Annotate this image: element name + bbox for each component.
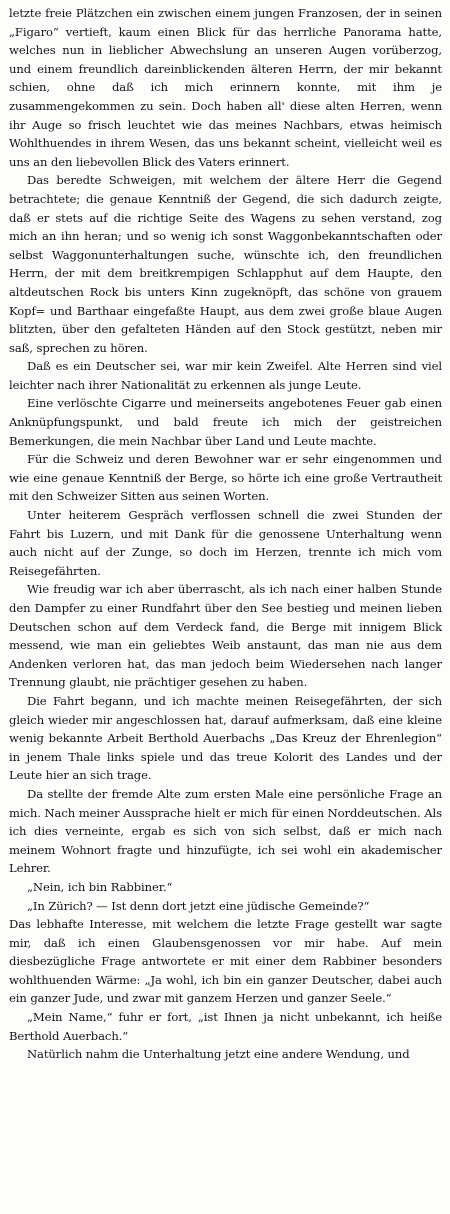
paragraph-frage: Da stellte der fremde Alte zum ersten Male eine persönliche Frage an mich. Nach meiner Aussprache hielt er mich für einen Norddeutschen. Als ich dies verneinte, ergab es sich von sich selbst, daß er mich nach meinem Wohnort fragte und hinzufügte, ich sei wohl ein akademischer Lehrer. [9,786,442,876]
paragraph-schweiz: Für die Schweiz und deren Bewohner war er sehr eingenommen und wie eine genaue Kenntniß der Berge, so hörte ich eine große Vertrautheit mit den Schweizer Sitten aus seinen Worten. [9,452,442,504]
paragraph-zuerich: „In Zürich? — Ist denn dort jetzt eine jüdische Gemeinde?“ [27,898,370,913]
paragraph-fahrt: Die Fahrt begann, und ich machte meinen Reisegefährten, der sich gleich wieder mir angeschlossen hat, darauf aufmerksam, daß eine kleine wenig bekannte Arbeit Berthold Auerbachs „Das Kreuz der Ehrenlegion“ in jenem Thale links spiele und das treue Kolorit des Landes und der Leute hier an sich trage. [9,693,442,783]
paragraph-name: „Mein Name,“ fuhr er fort, „ist Ihnen ja nicht unbekannt, ich heiße Berthold Auerbach.“ [9,1010,442,1043]
paragraph-rabbiner: „Nein, ich bin Rabbiner.“ [27,879,173,894]
paragraph-wendung: Natürlich nahm die Unterhaltung jetzt eine andere Wendung, und [27,1047,410,1062]
paragraph-deutscher: Daß es ein Deutscher sei, war mir kein Zweifel. Alte Herren sind viel leichter nach ihrer Nationalität zu erkennen als junge Leute. [9,359,442,392]
paragraph-schweigen: Das beredte Schweigen, mit welchem der ältere Herr die Gegend betrachtete; die genaue Kenntniß der Gegend, die sich dadurch zeigte, daß er stets auf die richtige Seite des Wagens zu sehen verstand, zog mich an ihn heran; und so wenig ich sonst Waggonbekanntschaften oder selbst Waggonunterhaltungen suche, wünschte ich, den freundlichen Herrn, der mit dem breitkrempigen Schlapphut auf dem Haupte, den altdeutschen Rock bis unters Kinn zugeknöpft, das schöne von grauem Kopf= und Barthaar eingefaßte Haupt, aus dem zwei große blaue Augen blitzten, über den gefalteten Händen auf den Stock gestützt, neben mir saß, sprechen zu hören. [9,173,442,355]
paragraph-continuation: letzte freie Plätzchen ein zwischen einem jungen Franzosen, der in seinen „Figaro“ vertieft, kaum einen Blick für das herrliche Panorama hatte, welches nun in lieblicher Abwechslung an unseren Augen vorüberzog, und einem freundlich dareinblickenden älteren Herrn, der mir bekannt schien, ohne daß ich mich erinnern konnte, mit ihm je zusammengekommen zu sein. Doch haben all' diese alten Herren, wenn ihr Auge so frisch leuchtet wie das meines Nachbars, etwas heimisch Wohlthuendes in ihrem Wesen, das uns bekannt scheint, vielleicht weil es uns an den liebevollen Blick des Vaters erinnert. [9,6,442,169]
paragraph-interesse: Das lebhafte Interesse, mit welchem die letzte Frage gestellt war sagte mir, daß ich einen Glaubensgenossen vor mir habe. Auf mein diesbezügliche Frage antwortete er mit einer dem Rabbiner besonders wohlthuenden Wärme: „Ja wohl, ich bin ein ganzer Deutscher, dabei auch ein ganzer Jude, und zwar mit ganzem Herzen und ganzer Seele.“ [9,917,442,1006]
paragraph-luzern: Unter heiterem Gespräch verflossen schnell die zwei Stunden der Fahrt bis Luzern, und mit Dank für die genossene Unterhaltung wenn auch nicht auf der Zunge, so doch im Herzen, trennte ich mich vom Reisegefährten. [9,508,442,578]
paragraph-dampfer: Wie freudig war ich aber überrascht, als ich nach einer halben Stunde den Dampfer zu einer Rundfahrt über den See bestieg und meinen lieben Deutschen schon auf dem Verdeck fand, die Berge mit innigem Blick messend, wie man ein geliebtes Weib anstaunt, das man nie aus dem Andenken verloren hat, das man jedoch beim Wiedersehen nach langer Trennung glaubt, nie prächtiger gesehen zu haben. [9,582,442,690]
paragraph-cigarre: Eine verlöschte Cigarre und meinerseits angebotenes Feuer gab einen Anknüpfungspunkt, und bald freute ich mich der geistreichen Bemerkungen, die mein Nachbar über Land und Leute machte. [9,396,442,448]
